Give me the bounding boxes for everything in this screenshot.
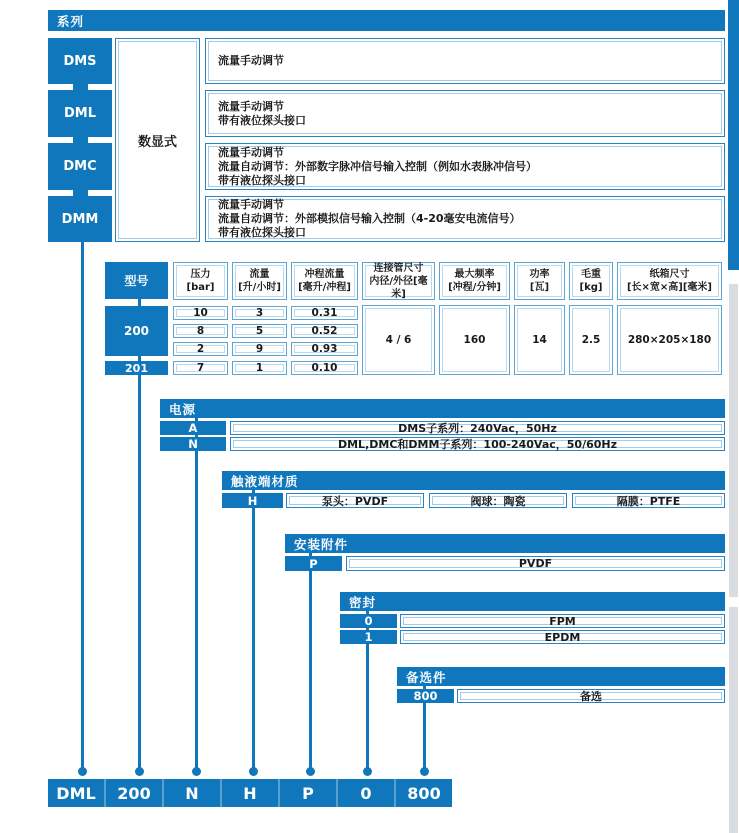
option-value-text: FPM — [549, 614, 576, 628]
right-edge-gray-strip-bottom — [729, 607, 738, 833]
cell-value: 3 — [255, 307, 264, 319]
option-value-optional — [457, 689, 725, 703]
col-l1: 压力 — [190, 269, 211, 280]
col-header-max-freq — [439, 262, 510, 300]
option-key-seal-1 — [340, 630, 397, 644]
option-key-material-h — [222, 493, 283, 508]
series-box-dms — [48, 38, 112, 84]
model-201-label: 201 — [125, 361, 148, 375]
cell-value: 160 — [463, 334, 486, 346]
cell-value: 0.93 — [311, 343, 338, 355]
connector-dot-option — [420, 767, 429, 776]
series-group-box — [115, 38, 200, 242]
series-code-dms: DMS — [63, 53, 97, 69]
option-header-material — [222, 471, 725, 490]
series-code-dmm: DMM — [61, 211, 99, 227]
cell-value: 0.52 — [311, 325, 338, 337]
model-code-seg-option — [394, 779, 452, 807]
option-value-power-n — [230, 437, 725, 451]
right-edge-gray-strip-top — [729, 284, 738, 597]
option-value-mounting — [346, 556, 725, 571]
cell-merged-max-freq — [439, 305, 510, 375]
model-code-text: 200 — [117, 783, 151, 803]
cell-merged-power — [514, 305, 565, 375]
col-l2: [kg] — [579, 282, 603, 293]
desc-line: 流量自动调节：外部数字脉冲信号输入控制（例如水表脉冲信号） — [218, 159, 537, 173]
option-value-text: PVDF — [518, 557, 553, 570]
desc-line: 带有液位探头接口 — [218, 173, 306, 187]
connector-line-material — [252, 489, 255, 770]
cell-value: 280×205×180 — [627, 334, 712, 346]
col-l2: [bar] — [186, 282, 215, 293]
model-code-text: H — [243, 783, 257, 803]
model-code-text: P — [302, 783, 314, 803]
col-header-pressure — [173, 262, 228, 300]
series-section-title: 系列 — [57, 13, 85, 29]
series-join-tab — [73, 84, 88, 90]
option-value-text: DML,DMC和DMM子系列：100-240Vac，50/60Hz — [337, 438, 618, 451]
col-l1: 功率 — [529, 269, 550, 280]
model-code-text: 0 — [360, 783, 372, 803]
desc-line: 带有液位探头接口 — [218, 226, 306, 239]
option-key-power-n — [160, 437, 226, 451]
col-header-connection — [362, 262, 435, 300]
col-l1: 冲程流量 — [304, 269, 345, 280]
model-code-seg-series — [48, 779, 104, 807]
option-value-power-a — [230, 421, 725, 435]
col-header-flow — [232, 262, 287, 300]
col-header-carton — [617, 262, 722, 300]
connector-line-power — [195, 417, 198, 770]
model-box-200 — [105, 306, 168, 356]
model-box-201 — [105, 361, 168, 375]
col-header-weight — [569, 262, 613, 300]
option-code: 1 — [364, 630, 373, 644]
desc-line: 流量手动调节 — [218, 99, 284, 113]
option-title-mounting: 安装附件 — [294, 536, 349, 552]
col-l1: 连接管尺寸 — [373, 262, 424, 274]
model-code-text: N — [185, 783, 199, 803]
cell-200-r1-stroke — [291, 306, 358, 320]
option-value-valve-ball — [429, 493, 567, 508]
series-section-header — [48, 10, 725, 31]
option-title-power: 电源 — [169, 401, 197, 417]
series-code-dml: DML — [63, 106, 96, 121]
cell-value: 5 — [255, 325, 264, 337]
col-l2: [升/小时] — [238, 282, 281, 293]
series-code-dmc: DMC — [63, 159, 97, 174]
col-l2: [冲程/分钟] — [448, 282, 501, 293]
option-header-seal — [340, 592, 725, 611]
cell-201-flow — [232, 361, 287, 375]
cell-merged-carton — [617, 305, 722, 375]
cell-200-r2-stroke — [291, 324, 358, 338]
col-header-stroke-flow — [291, 262, 358, 300]
model-code-seg-material — [220, 779, 278, 807]
option-value-seal-fpm — [400, 614, 725, 628]
cell-value: 2 — [196, 343, 205, 355]
cell-value: 0.10 — [311, 362, 338, 374]
col-l2: [瓦] — [529, 282, 550, 293]
connector-dot-model — [135, 767, 144, 776]
cell-value: 4 / 6 — [385, 334, 412, 346]
cell-200-r3-flow — [232, 342, 287, 356]
cell-201-pressure — [173, 361, 228, 375]
connector-line-mounting — [309, 552, 312, 770]
series-desc-dml — [205, 90, 725, 137]
option-code: 0 — [364, 614, 373, 628]
cell-200-r3-pressure — [173, 342, 228, 356]
option-key-seal-0 — [340, 614, 397, 628]
cell-merged-weight — [569, 305, 613, 375]
model-code-seg-seal — [336, 779, 394, 807]
option-key-mounting-p — [285, 556, 342, 571]
option-code: N — [188, 437, 198, 451]
option-header-power — [160, 399, 725, 418]
desc-line: 带有液位探头接口 — [218, 113, 306, 127]
model-code-text: DML — [56, 783, 96, 803]
option-value-diaphragm — [572, 493, 725, 508]
option-header-optional — [397, 667, 725, 686]
cell-value: 8 — [196, 325, 205, 337]
model-code-bar — [48, 779, 452, 807]
model-code-seg-mounting — [278, 779, 336, 807]
option-value-text: 泵头：PVDF — [321, 494, 389, 508]
col-l2: [长×宽×高][毫米] — [626, 282, 713, 293]
cell-merged-connection — [362, 305, 435, 375]
cell-value: 7 — [196, 362, 205, 374]
cell-value: 2.5 — [581, 334, 601, 346]
col-l2: 内径/外径[毫米] — [369, 275, 428, 300]
model-200-label: 200 — [123, 324, 150, 338]
desc-line: 流量手动调节 — [218, 145, 284, 159]
col-l1: 纸箱尺寸 — [649, 269, 690, 280]
cell-value: 14 — [532, 334, 547, 346]
connector-dot-series — [78, 767, 87, 776]
cell-200-r1-pressure — [173, 306, 228, 320]
option-code: 800 — [413, 689, 438, 703]
option-title-seal: 密封 — [349, 594, 377, 610]
option-value-text: 备选 — [580, 690, 602, 703]
right-edge-blue-strip — [728, 0, 739, 270]
option-value-text: 隔膜：PTFE — [616, 494, 681, 508]
option-value-text: DMS子系列：240Vac，50Hz — [398, 422, 557, 435]
cell-value: 1 — [255, 362, 264, 374]
desc-line: 流量手动调节 — [218, 198, 284, 211]
series-group-label: 数显式 — [137, 134, 177, 150]
series-desc-dmc — [205, 143, 725, 190]
series-join-tab — [73, 137, 88, 143]
spec-model-header-label: 型号 — [124, 274, 149, 288]
option-value-seal-epdm — [400, 630, 725, 644]
series-box-dmc — [48, 143, 112, 190]
model-code-seg-model — [104, 779, 162, 807]
col-header-power — [514, 262, 565, 300]
cell-value: 0.31 — [311, 307, 338, 319]
series-desc-dms — [205, 38, 725, 84]
option-code: H — [247, 493, 258, 508]
cell-value: 9 — [255, 343, 264, 355]
cell-200-r3-stroke — [291, 342, 358, 356]
desc-line: 流量自动调节：外部模拟信号输入控制（4-20毫安电流信号） — [218, 212, 521, 225]
option-key-power-a — [160, 421, 226, 435]
series-box-dml — [48, 90, 112, 137]
series-join-tab — [73, 190, 88, 196]
series-desc-dmm — [205, 196, 725, 242]
option-header-mounting — [285, 534, 725, 553]
option-title-optional: 备选件 — [406, 669, 447, 685]
option-code: A — [188, 421, 198, 435]
connector-line-series — [81, 242, 84, 770]
connector-dot-material — [249, 767, 258, 776]
cell-value: 10 — [193, 307, 208, 319]
col-l1: 流量 — [249, 269, 270, 280]
desc-line: 流量手动调节 — [218, 54, 284, 67]
connector-dot-power — [192, 767, 201, 776]
series-box-dmm — [48, 196, 112, 242]
option-value-text: EPDM — [544, 630, 581, 644]
connector-dot-seal — [363, 767, 372, 776]
cell-200-r2-pressure — [173, 324, 228, 338]
cell-200-r2-flow — [232, 324, 287, 338]
option-key-optional-800 — [397, 689, 454, 703]
cell-200-r1-flow — [232, 306, 287, 320]
cell-201-stroke — [291, 361, 358, 375]
spec-model-header — [105, 262, 168, 299]
option-code: P — [309, 556, 318, 571]
col-l1: 毛重 — [581, 269, 601, 280]
col-l2: [毫升/冲程] — [298, 282, 351, 293]
col-l1: 最大频率 — [454, 269, 495, 280]
model-code-seg-power — [162, 779, 220, 807]
option-value-pump-head — [286, 493, 424, 508]
option-title-material: 触液端材质 — [231, 473, 299, 489]
option-value-text: 阀球：陶瓷 — [470, 494, 526, 508]
connector-dot-mounting — [306, 767, 315, 776]
model-code-text: 800 — [407, 783, 441, 803]
